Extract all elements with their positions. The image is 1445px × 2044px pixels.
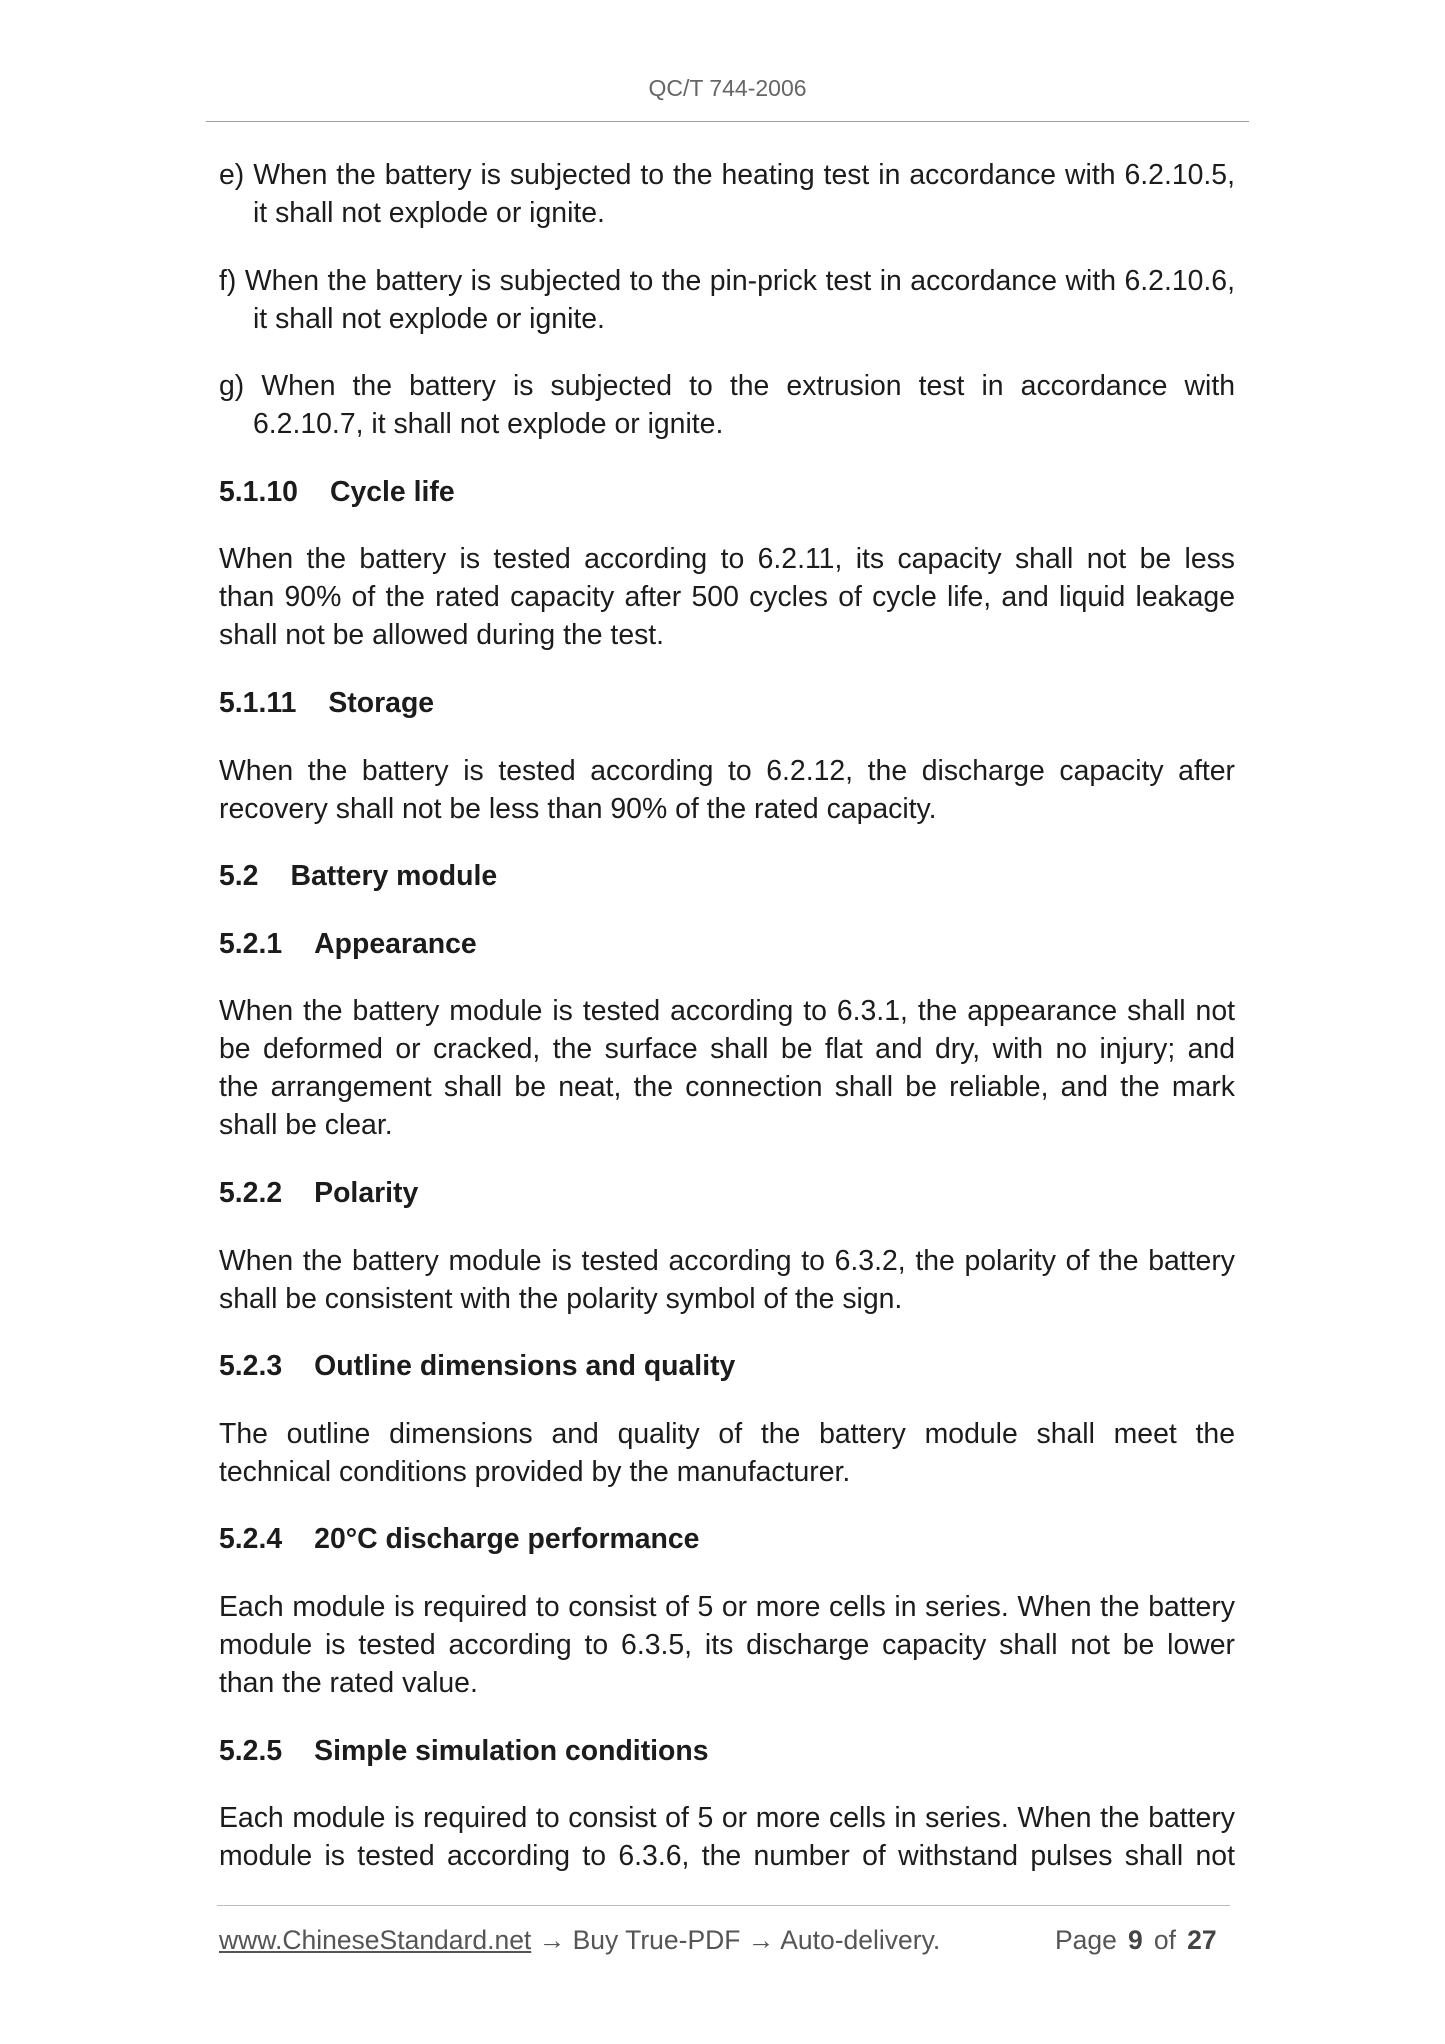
section-heading-5-1-10 [219, 473, 1235, 511]
paragraph-line: The outline dimensions and quality of the battery module shall meet the [219, 1417, 1235, 1450]
section-number: 5.2 [219, 860, 259, 893]
section-title: 20°C discharge performance [314, 1523, 700, 1556]
section-title: Outline dimensions and quality [314, 1350, 736, 1383]
paragraph-line: 6.2.10.7, it shall not explode or ignite. [253, 408, 724, 441]
paragraph-line: When the battery module is tested according to 6.3.2, the polarity of the battery [219, 1244, 1235, 1277]
section-title: Polarity [314, 1176, 419, 1209]
page-indicator [1055, 1924, 1217, 1956]
section-heading-5-2-4 [219, 1520, 1235, 1558]
section-title: Simple simulation conditions [314, 1734, 709, 1767]
section-paragraph-5-2-2 [219, 1242, 1235, 1318]
page-number: 9 [1128, 1925, 1143, 1955]
section-number: 5.2.2 [219, 1176, 283, 1209]
section-paragraph-5-1-10 [219, 540, 1235, 654]
list-item-f [219, 262, 1235, 338]
paragraph-line: f) When the battery is subjected to the pin-prick test in accordance with 6.2.10.6, [219, 264, 1235, 297]
section-paragraph-5-2-5 [219, 1799, 1235, 1875]
footer-promo-text: → Buy True-PDF → Auto-delivery. [538, 1925, 941, 1955]
section-number: 5.1.11 [219, 686, 297, 719]
paragraph-line: shall not be allowed during the test. [219, 619, 665, 652]
paragraph-line: than the rated value. [219, 1666, 478, 1699]
total-pages: 27 [1187, 1925, 1217, 1955]
paragraph-line: g) When the battery is subjected to the extrusion test in accordance with [219, 370, 1235, 403]
paragraph-line: recovery shall not be less than 90% of the rated capacity. [219, 792, 937, 825]
section-heading-5-2-1 [219, 925, 1235, 963]
section-paragraph-5-2-1 [219, 992, 1235, 1144]
paragraph-line: module is tested according to 6.3.5, its discharge capacity shall not be lower [219, 1628, 1235, 1661]
paragraph-line: shall be clear. [219, 1109, 393, 1142]
section-number: 5.1.10 [219, 475, 298, 508]
section-title: Battery module [290, 860, 498, 893]
paragraph-line: be deformed or cracked, the surface shall be flat and dry, with no injury; and [219, 1033, 1235, 1066]
section-title: Appearance [314, 927, 477, 960]
section-heading-5-2-3 [219, 1347, 1235, 1385]
paragraph-line: When the battery is tested according to 6.2.12, the discharge capacity after [219, 754, 1235, 787]
paragraph-line: technical conditions provided by the manufacturer. [219, 1455, 851, 1488]
section-heading-5-2-2 [219, 1174, 1235, 1212]
section-number: 5.2.3 [219, 1350, 283, 1383]
section-number: 5.2.5 [219, 1734, 283, 1767]
paragraph-line: shall be consistent with the polarity symbol of the sign. [219, 1282, 903, 1315]
list-item-g [219, 367, 1235, 443]
section-paragraph-5-2-4 [219, 1588, 1235, 1702]
section-heading-5-2 [219, 857, 1235, 895]
paragraph-line: e) When the battery is subjected to the heating test in accordance with 6.2.10.5, [219, 159, 1235, 191]
section-paragraph-5-2-3 [219, 1415, 1235, 1491]
website-link[interactable]: www.ChineseStandard.net [219, 1925, 532, 1955]
list-item-e [219, 156, 1235, 232]
paragraph-line: Each module is required to consist of 5 or more cells in series. When the battery [219, 1802, 1235, 1835]
section-number: 5.2.4 [219, 1523, 283, 1556]
paragraph-line: module is tested according to 6.3.6, the number of withstand pulses shall not [219, 1840, 1235, 1873]
paragraph-line: the arrangement shall be neat, the connection shall be reliable, and the mark [219, 1071, 1235, 1104]
page-label: Page [1055, 1925, 1117, 1955]
page-content [219, 156, 1235, 1905]
section-heading-5-1-11 [219, 684, 1235, 722]
section-heading-5-2-5 [219, 1732, 1235, 1770]
paragraph-line: it shall not explode or ignite. [253, 302, 605, 335]
document-code-header: QC/T 744-2006 [648, 75, 807, 101]
header-rule [206, 121, 1249, 122]
section-number: 5.2.1 [219, 927, 283, 960]
footer-promo [219, 1924, 940, 1956]
footer-rule [217, 1905, 1230, 1906]
paragraph-line: it shall not explode or ignite. [253, 197, 605, 229]
section-title: Cycle life [329, 475, 455, 508]
section-paragraph-5-1-11 [219, 752, 1235, 828]
paragraph-line: When the battery module is tested according to 6.3.1, the appearance shall not [219, 995, 1235, 1028]
paragraph-line: When the battery is tested according to 6.2.11, its capacity shall not be less [219, 543, 1235, 576]
section-title: Storage [328, 686, 435, 719]
paragraph-line: than 90% of the rated capacity after 500 cycles of cycle life, and liquid leakage [219, 581, 1235, 614]
paragraph-line: Each module is required to consist of 5 or more cells in series. When the battery [219, 1590, 1235, 1623]
page-of-label: of [1153, 1925, 1176, 1955]
